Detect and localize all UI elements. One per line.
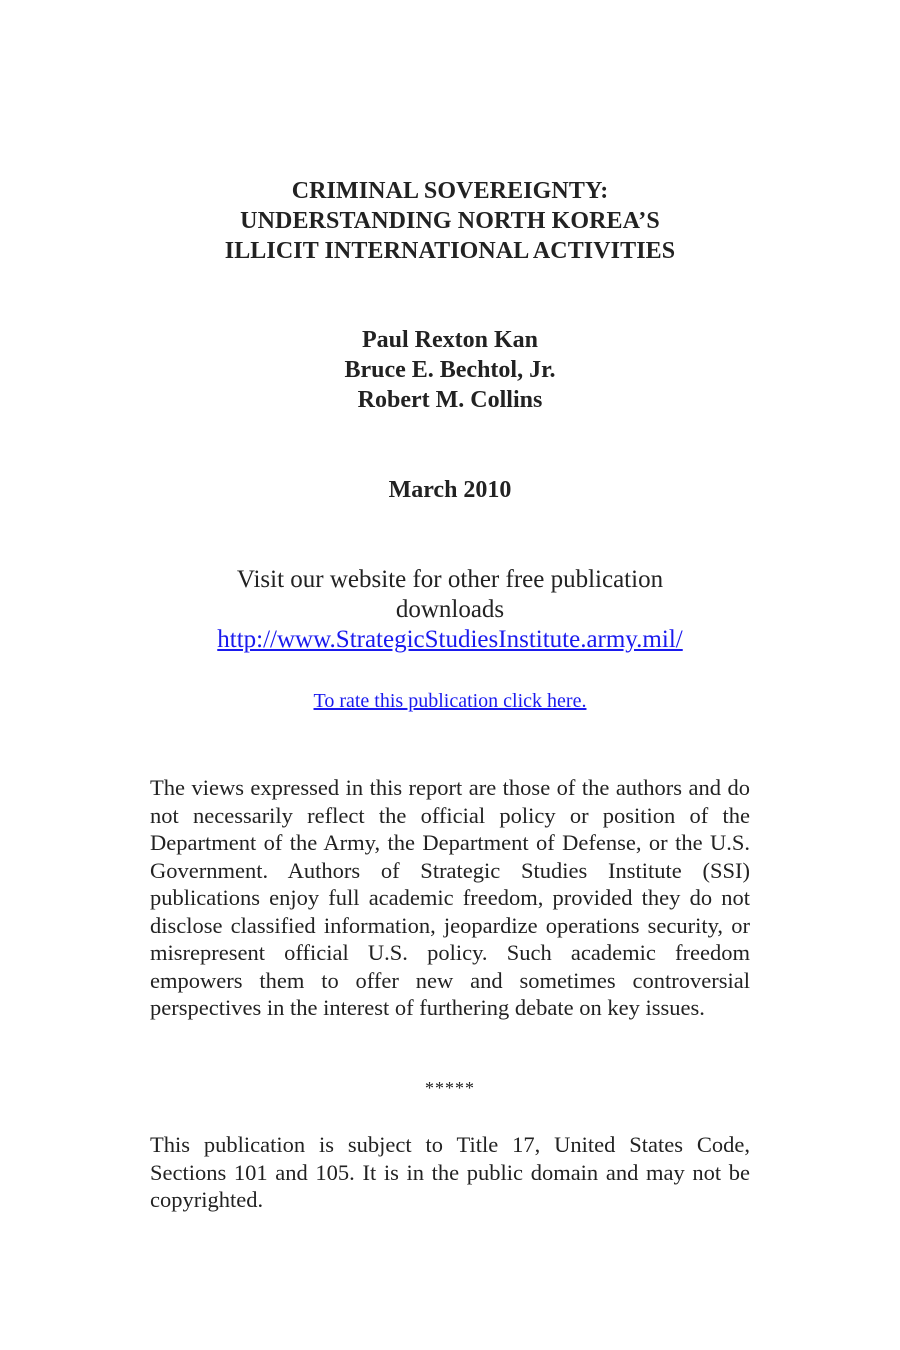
rate-publication-link[interactable]: To rate this publication click here.	[313, 690, 587, 712]
author-name: Bruce E. Bechtol, Jr.	[344, 357, 556, 383]
author-name: Robert M. Collins	[357, 387, 543, 413]
website-url-link[interactable]: http://www.StrategicStudiesInstitute.army.mil/	[217, 626, 683, 653]
publication-date: March 2010	[388, 477, 512, 503]
title-line-1: CRIMINAL SOVEREIGNTY:	[291, 178, 609, 204]
author-name: Paul Rexton Kan	[361, 327, 538, 353]
section-separator: *****	[425, 1078, 475, 1098]
document-title	[0, 176, 900, 266]
title-line-2: UNDERSTANDING NORTH KOREA’S	[240, 208, 660, 234]
website-notice-line-1: Visit our website for other free publication	[236, 566, 664, 593]
website-notice	[0, 565, 900, 655]
rate-publication	[0, 688, 900, 714]
website-notice-line-2: downloads	[395, 596, 505, 623]
disclaimer-paragraph: The views expressed in this report are those of the authors and do not necessarily reflect the official policy or position of the Department of the Army, the Department of Defense, or the U.S. Government. Authors of Strategic Studies Institute (SSI) publications enjoy full academic freedom, provided they do not disclose classified information, jeopardize operations security, or misrepresent official U.S. policy. Such academic freedom empowers them to offer new and sometimes controversial perspectives in the interest of furthering debate on key issues.	[150, 775, 750, 1020]
authors-list	[0, 325, 900, 415]
title-line-3: ILLICIT INTERNATIONAL ACTIVITIES	[224, 238, 676, 264]
copyright-notice: This publication is subject to Title 17, United States Code, Sections 101 and 105. It is in the public domain and may not be copyrighted.	[150, 1132, 750, 1212]
